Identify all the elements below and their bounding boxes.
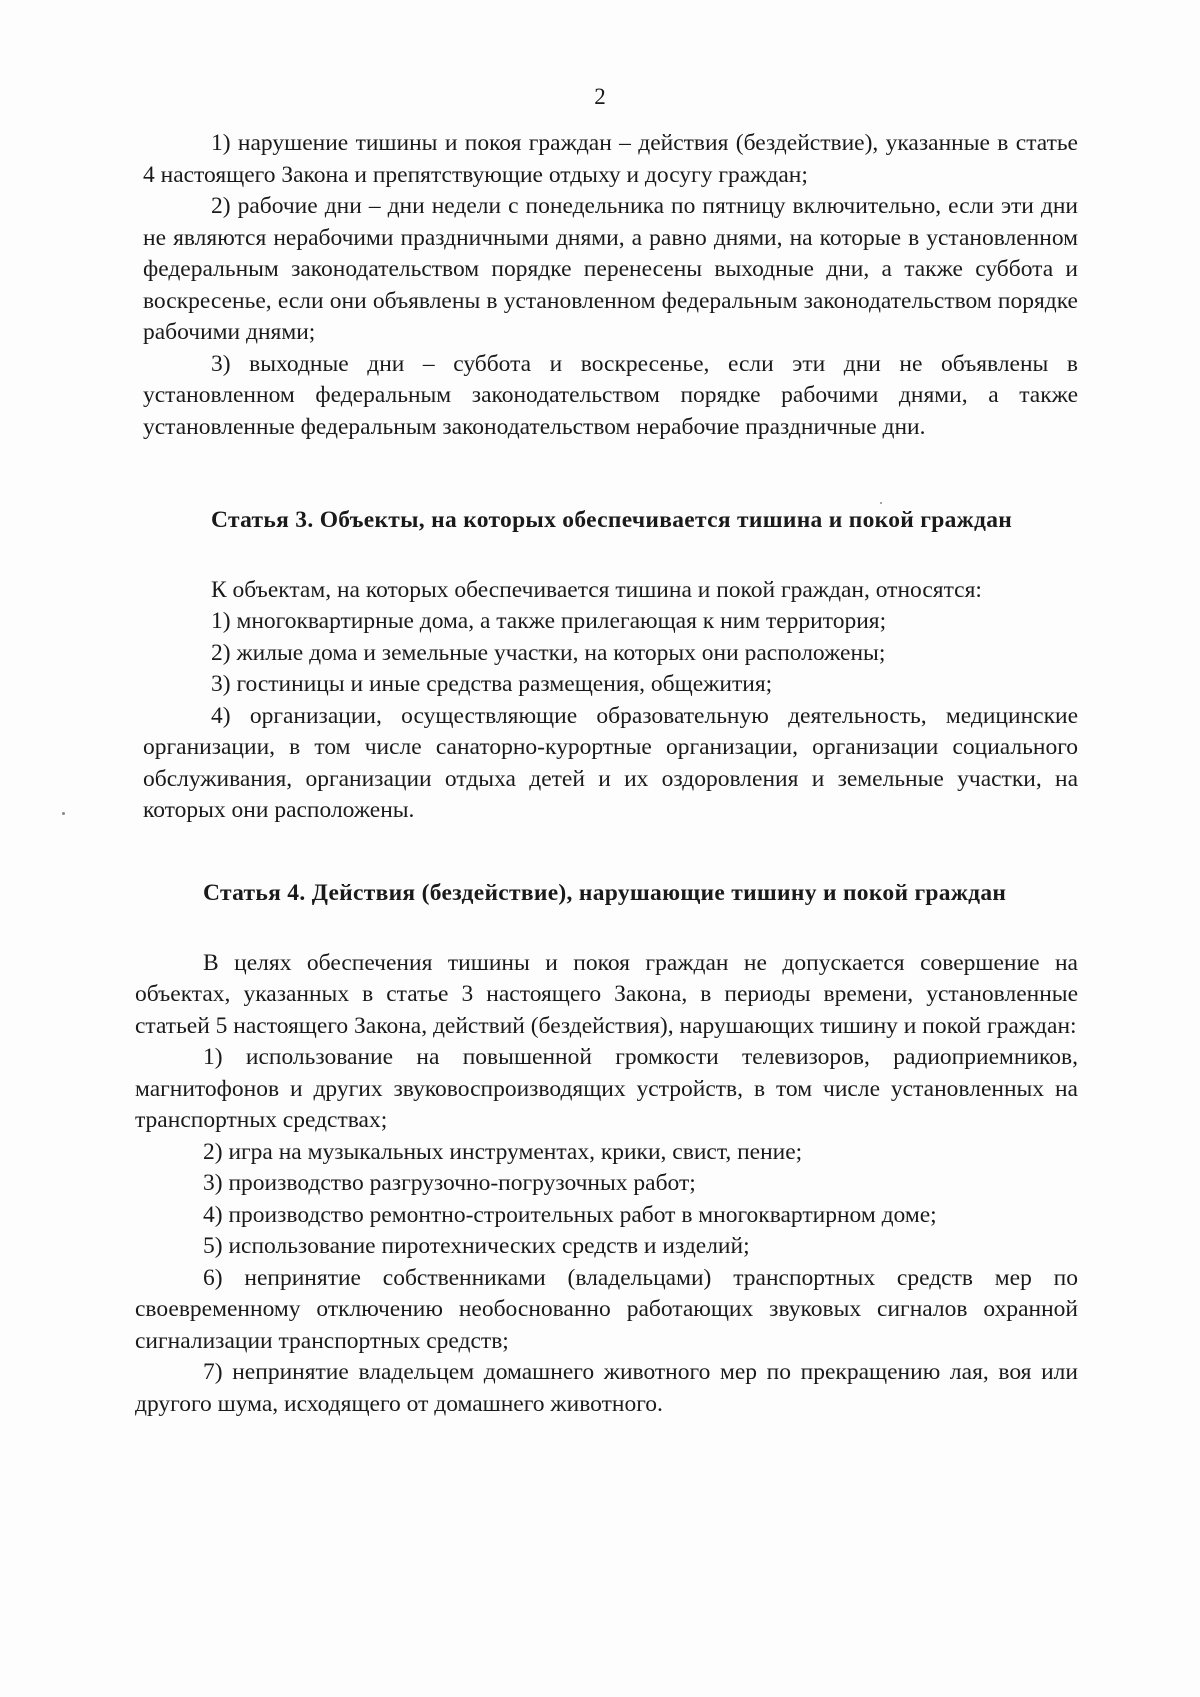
definition-item: 3) выходные дни – суббота и воскресенье, если эти дни не объявлены в установленном федеральным законодательством порядке рабочими днями, а также установленные федеральным законодательством нерабочие праздничные дни.: [143, 350, 1078, 440]
scan-speck: [62, 812, 65, 815]
article-4-item: 4) производство ремонтно-строительных работ в многоквартирном доме;: [203, 1201, 937, 1228]
article-4-item: 2) игра на музыкальных инструментах, крики, свист, пение;: [203, 1138, 803, 1165]
article-3-item: 1) многоквартирные дома, а также прилегающая к ним территория;: [211, 608, 887, 634]
article-4-item: 1) использование на повышенной громкости телевизоров, радиоприемников, магнитофонов и других звуковоспроизводящих устройств, в том числе установленных на транспортных средствах;: [135, 1044, 1078, 1133]
page-number: 2: [594, 84, 606, 109]
definition-item: 2) рабочие дни – дни недели с понедельника по пятницу включительно, если эти дни не являются нерабочими праздничными днями, а равно днями, на которые в установленном федеральным законодательством порядке перенесены выходные дни, а также суббота и воскресенье, если они объявлены в установленном федеральным законодательством порядке рабочими днями;: [143, 193, 1078, 345]
article-4-item: 3) производство разгрузочно-погрузочных работ;: [203, 1170, 696, 1196]
article-3-section: [143, 505, 1078, 827]
article-4-item: 7) непринятие владельцем домашнего животного мер по прекращению лая, воя или другого шума, исходящего от домашнего животного.: [135, 1359, 1078, 1417]
article-3-item: 4) организации, осуществляющие образовательную деятельность, медицинские организации, в том числе санаторно-курортные организации, организации социального обслуживания, организации отдыха детей и их оздоровления и земельные участки, на которых они расположены.: [143, 702, 1078, 823]
article-3-item: 2) жилые дома и земельные участки, на которых они расположены;: [211, 639, 886, 666]
article-4-section: [135, 878, 1078, 1420]
article-3-heading: Статья 3. Объекты, на которых обеспечивается тишина и покой граждан: [211, 507, 1013, 533]
article-3-item: 3) гостиницы и иные средства размещения, общежития;: [211, 671, 773, 697]
article-4-item: 5) использование пиротехнических средств и изделий;: [203, 1233, 750, 1259]
scan-speck: [880, 502, 882, 504]
article-4-item: 6) непринятие собственниками (владельцами) транспортных средств мер по своевременному отключению необоснованно работающих звуковых сигналов охранной сигнализации транспортных средств;: [135, 1264, 1078, 1354]
article-4-intro: В целях обеспечения тишины и покоя граждан не допускается совершение на объектах, указанных в статье 3 настоящего Закона, в периоды времени, установленные статьей 5 настоящего Закона, действий (бездействия), нарушающих тишину и покой граждан:: [135, 949, 1078, 1039]
article-4-heading: Статья 4. Действия (бездействие), нарушающие тишину и покой граждан: [203, 880, 1007, 906]
definitions-block: [143, 128, 1078, 443]
definition-item: 1) нарушение тишины и покоя граждан – действия (бездействие), указанные в статье 4 настоящего Закона и препятствующие отдыху и досугу граждан;: [143, 130, 1078, 188]
article-3-intro: К объектам, на которых обеспечивается тишина и покой граждан, относятся:: [211, 576, 982, 603]
